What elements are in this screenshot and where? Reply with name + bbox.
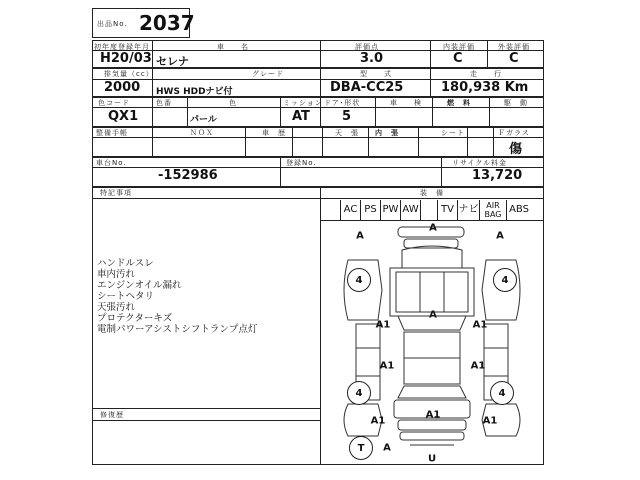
equipment-item: AIR BAG <box>479 200 506 220</box>
tire-mark: T <box>349 436 373 460</box>
recycle-fee: 13,720 <box>472 168 523 183</box>
mark-a1-left-front: A1 <box>375 319 391 331</box>
model-label: 車 名 <box>217 43 249 51</box>
exterior-grade: C <box>509 51 519 66</box>
grade: HWS HDDナビ付 <box>156 87 233 97</box>
note-line: 電制パワーアシストシフトランプ点灯 <box>97 324 258 335</box>
color-label: 色 <box>229 99 237 107</box>
chassis-label: 車台No. <box>96 159 127 167</box>
inspection-label: 車 検 <box>390 99 422 107</box>
seat-label: シート <box>441 129 465 137</box>
mark-bottom-a: A <box>383 442 391 454</box>
left-rear-wheel-mark: 4 <box>347 381 371 405</box>
history-label: 車 歴 <box>262 129 286 137</box>
right-rear-wheel-mark: 4 <box>490 381 514 405</box>
note-line: 天張汚れ <box>97 302 136 313</box>
displacement-label: 排気量（cc） <box>104 70 154 78</box>
notes-label: 特記事項 <box>100 189 132 197</box>
mileage-label: 走 行 <box>470 70 502 78</box>
glass-label: Ｆガラス <box>498 129 530 137</box>
year-label: 初年度登録年月 <box>94 43 150 51</box>
mark-a-top-right: A <box>496 230 504 242</box>
note-line: ハンドルスレ <box>97 258 154 269</box>
note-line: 車内汚れ <box>97 269 136 280</box>
repair-label: 修復歴 <box>100 411 124 419</box>
mark-a1-bottom-left: A1 <box>370 415 386 427</box>
score-value: 3.0 <box>360 51 384 66</box>
chassis-number: -152986 <box>158 168 218 183</box>
mark-a1-right-front: A1 <box>472 319 488 331</box>
nox-label: ＮＯＸ <box>190 129 214 137</box>
equipment-item: PS <box>360 200 380 220</box>
manual-label: 整備手帳 <box>96 129 128 137</box>
mark-a-top-mid: A <box>429 222 437 234</box>
car-diagram <box>320 220 544 465</box>
body-color: パール <box>190 115 217 125</box>
note-line: プロテクターキズ <box>97 313 173 324</box>
equipment-item: TV <box>437 200 457 220</box>
color-num-label: 色番 <box>156 99 172 107</box>
equipment-item: PW <box>380 200 400 220</box>
model-name: セレナ <box>156 55 189 68</box>
note-line: シートヘタリ <box>97 291 155 302</box>
mark-rear-center: A1 <box>425 409 441 421</box>
lot-box <box>92 8 195 38</box>
lot-number: 2037 <box>139 11 195 35</box>
left-front-wheel-mark: 4 <box>347 268 371 292</box>
equipment-item: ナビ <box>457 200 479 220</box>
equipment-item: AC <box>340 200 360 220</box>
equipment-item: AW <box>400 200 420 220</box>
first-registration: H20/03 <box>100 51 152 66</box>
type-label: 型 式 <box>360 70 392 78</box>
note-line: エンジンオイル漏れ <box>97 280 182 291</box>
color-code-label: 色コード <box>98 99 130 107</box>
grade-label: グレード <box>252 70 284 78</box>
mark-hood: A <box>429 309 437 321</box>
registration-label: 登録No. <box>286 159 317 167</box>
equipment-item <box>420 200 437 220</box>
interior-grade-label: 内装評価 <box>443 43 475 51</box>
model-type: DBA-CC25 <box>330 80 404 95</box>
mark-a1-right-rear: A1 <box>470 360 486 372</box>
lot-label: 出品No. <box>97 20 128 28</box>
mileage: 180,938 Km <box>441 80 529 95</box>
displacement: 2000 <box>104 80 141 95</box>
ceiling-label: 天 張 <box>335 129 359 137</box>
equipment-label: 装 備 <box>420 189 444 197</box>
mission: AT <box>292 109 310 124</box>
mark-a1-left-rear: A1 <box>379 360 395 372</box>
equipment-item: ABS <box>506 200 531 220</box>
right-front-wheel-mark: 4 <box>493 268 517 292</box>
interior-grade: C <box>453 51 463 66</box>
doors: 5 <box>342 109 352 124</box>
fuel-label: 燃 料 <box>447 99 471 107</box>
drive-label: 駆 動 <box>504 99 528 107</box>
score-label: 評価点 <box>355 43 379 51</box>
doors-label: ドア･形状 <box>324 99 361 107</box>
mark-bottom-u: U <box>427 453 437 465</box>
mission-label: ミッション <box>283 99 323 107</box>
exterior-grade-label: 外装評価 <box>498 43 530 51</box>
inner-panel-label: 内 張 <box>375 129 399 137</box>
mark-a-top-left: A <box>356 230 364 242</box>
color-code: QX1 <box>108 109 139 124</box>
glass-value: 傷 <box>509 142 523 157</box>
mark-a1-bottom-right: A1 <box>482 415 498 427</box>
recycle-label: リサイクル料金 <box>452 159 508 167</box>
